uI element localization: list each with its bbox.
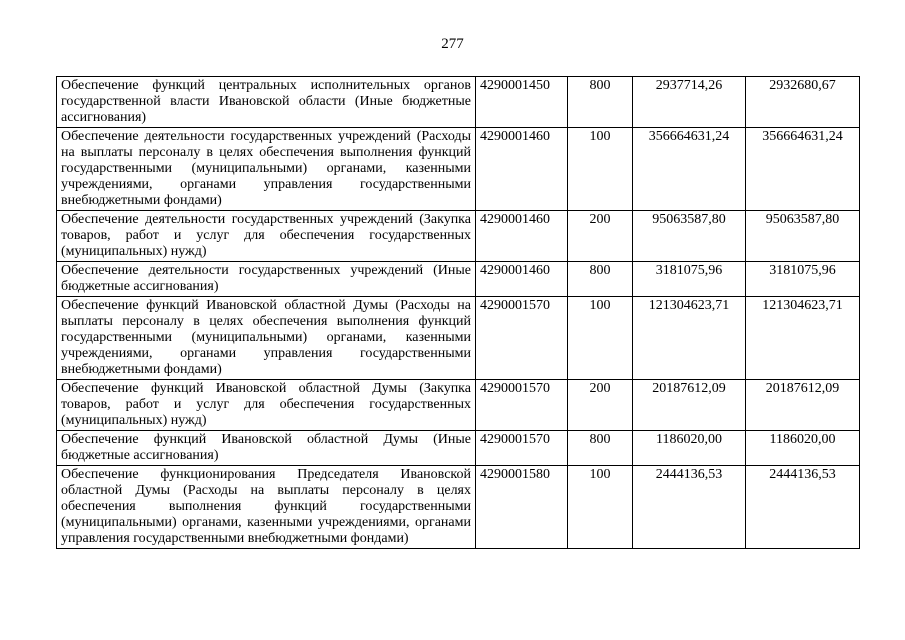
table-row — [57, 466, 860, 549]
expense-type-code: 100 — [568, 466, 633, 549]
expense-type-code: 800 — [568, 262, 633, 297]
target-article-code: 4290001450 — [476, 77, 568, 128]
expense-description: Обеспечение функций Ивановской областной Думы (Закупка товаров, работ и услуг для обеспечения государственных (муниципальных) нужд) — [57, 380, 476, 431]
target-article-code: 4290001580 — [476, 466, 568, 549]
expense-type-code: 100 — [568, 128, 633, 211]
amount-second-year: 20187612,09 — [746, 380, 860, 431]
expense-description: Обеспечение деятельности государственных учреждений (Расходы на выплаты персоналу в целях обеспечения выполнения функций государственными (муниципальными) органами, казенными учреждениями, органами управления государственными внебюджетными фондами) — [57, 128, 476, 211]
target-article-code: 4290001460 — [476, 128, 568, 211]
expense-type-code: 800 — [568, 431, 633, 466]
amount-first-year: 2937714,26 — [633, 77, 746, 128]
target-article-code: 4290001570 — [476, 380, 568, 431]
expense-description: Обеспечение функций Ивановской областной Думы (Иные бюджетные ассигнования) — [57, 431, 476, 466]
amount-first-year: 356664631,24 — [633, 128, 746, 211]
amount-second-year: 2932680,67 — [746, 77, 860, 128]
amount-first-year: 3181075,96 — [633, 262, 746, 297]
table-row — [57, 431, 860, 466]
table-row — [57, 128, 860, 211]
expense-description: Обеспечение функций Ивановской областной Думы (Расходы на выплаты персоналу в целях обеспечения выполнения функций государственными (муниципальными) органами, казенными учреждениями, органами управления государственными внебюджетными фондами) — [57, 297, 476, 380]
amount-second-year: 2444136,53 — [746, 466, 860, 549]
amount-second-year: 1186020,00 — [746, 431, 860, 466]
amount-second-year: 356664631,24 — [746, 128, 860, 211]
expense-type-code: 200 — [568, 380, 633, 431]
expense-description: Обеспечение функционирования Председателя Ивановской областной Думы (Расходы на выплаты персоналу в целях обеспечения выполнения функций государственными (муниципальными) органами, казенными учреждениями, органами управления государственными внебюджетными фондами) — [57, 466, 476, 549]
expense-type-code: 100 — [568, 297, 633, 380]
expense-description: Обеспечение деятельности государственных учреждений (Закупка товаров, работ и услуг для обеспечения государственных (муниципальных) нужд) — [57, 211, 476, 262]
page-number: 277 — [441, 36, 464, 52]
amount-first-year: 1186020,00 — [633, 431, 746, 466]
amount-first-year: 95063587,80 — [633, 211, 746, 262]
target-article-code: 4290001570 — [476, 297, 568, 380]
table-row — [57, 262, 860, 297]
target-article-code: 4290001460 — [476, 211, 568, 262]
table-row — [57, 77, 860, 128]
budget-table — [56, 76, 860, 549]
amount-second-year: 95063587,80 — [746, 211, 860, 262]
target-article-code: 4290001460 — [476, 262, 568, 297]
target-article-code: 4290001570 — [476, 431, 568, 466]
expense-type-code: 200 — [568, 211, 633, 262]
amount-second-year: 3181075,96 — [746, 262, 860, 297]
amount-first-year: 20187612,09 — [633, 380, 746, 431]
expense-description: Обеспечение деятельности государственных учреждений (Иные бюджетные ассигнования) — [57, 262, 476, 297]
table-row — [57, 211, 860, 262]
expense-type-code: 800 — [568, 77, 633, 128]
expense-description: Обеспечение функций центральных исполнительных органов государственной власти Ивановской области (Иные бюджетные ассигнования) — [57, 77, 476, 128]
amount-first-year: 121304623,71 — [633, 297, 746, 380]
table-row — [57, 380, 860, 431]
amount-second-year: 121304623,71 — [746, 297, 860, 380]
table-row — [57, 297, 860, 380]
amount-first-year: 2444136,53 — [633, 466, 746, 549]
